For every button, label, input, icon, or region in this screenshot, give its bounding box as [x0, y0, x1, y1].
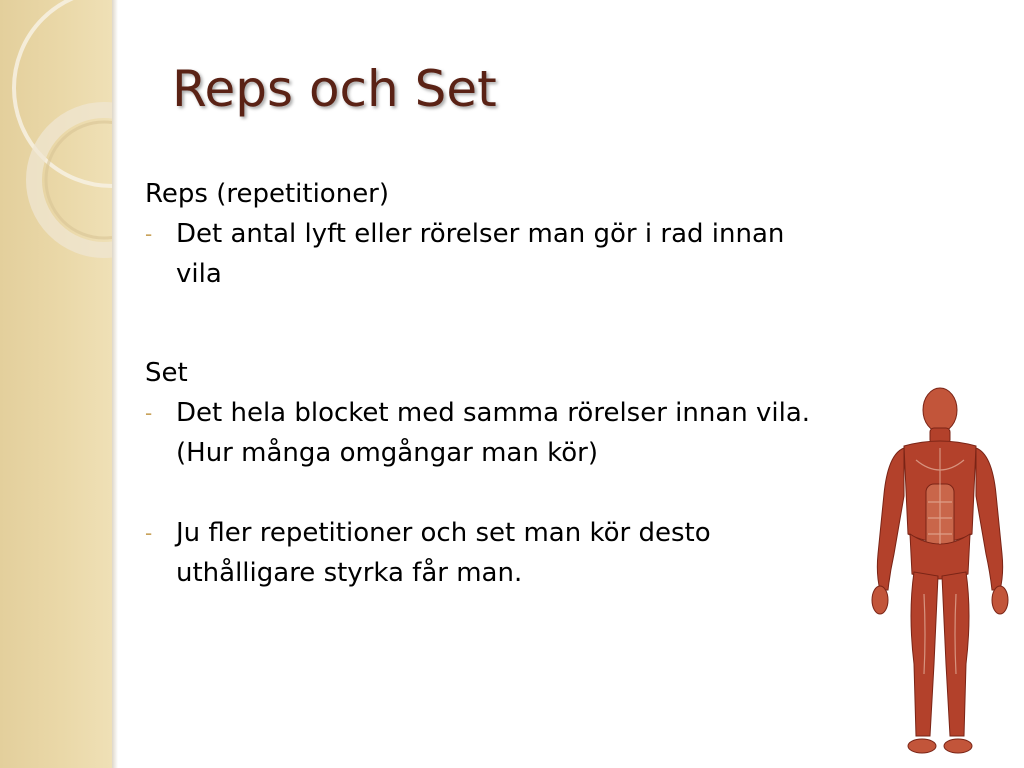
bullet-text-line: vila: [176, 259, 222, 289]
bullet-text-line: (Hur många omgångar man kör): [176, 438, 598, 468]
bullet-marker: -: [145, 401, 153, 425]
bullet-text-line: Det antal lyft eller rörelser man gör i rad innan: [176, 219, 785, 249]
bullet-conclusion: [145, 513, 845, 593]
section-heading-set: Set: [145, 358, 188, 388]
decorative-circles-icon: [0, 0, 112, 768]
slide-body: [145, 174, 845, 593]
anatomy-muscle-figure-icon: [860, 384, 1020, 764]
section-heading-reps: Reps (repetitioner): [145, 179, 390, 209]
bullet-text-line: uthålligare styrka får man.: [176, 558, 523, 588]
bullet-text-line: Ju fler repetitioner och set man kör desto: [176, 518, 711, 548]
bullet-text-line: Det hela blocket med samma rörelser innan vila.: [176, 398, 811, 428]
decorative-side-band: [0, 0, 112, 768]
side-band-shadow: [112, 0, 118, 768]
slide-title: Reps och Set: [172, 60, 497, 118]
bullet-reps-definition: [145, 214, 845, 294]
bullet-marker: -: [145, 521, 153, 545]
bullet-marker: -: [145, 222, 153, 246]
bullet-set-definition: [145, 393, 845, 473]
